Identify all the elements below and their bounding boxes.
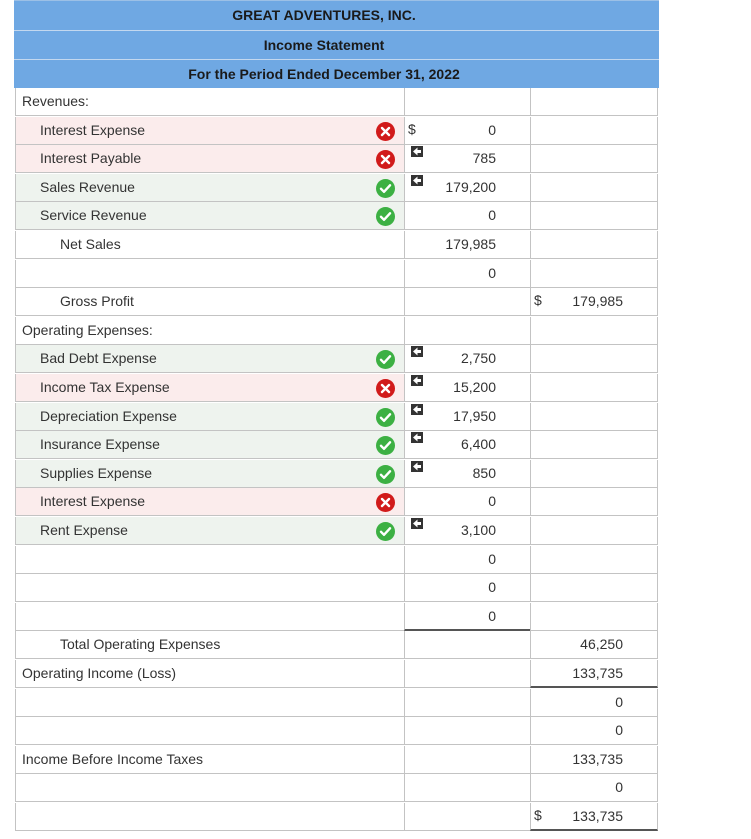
table-row: [15, 145, 658, 173]
table-row: [15, 717, 658, 745]
amount-cell[interactable]: [404, 374, 530, 402]
total-value: 179,985: [572, 293, 623, 310]
table-row: [15, 88, 658, 116]
account-cell: [15, 88, 404, 116]
account-cell: [15, 288, 404, 316]
total-cell[interactable]: [530, 117, 658, 145]
total-cell[interactable]: [530, 631, 658, 659]
carry-arrow-icon[interactable]: [411, 404, 423, 415]
carry-arrow-icon[interactable]: [411, 346, 423, 357]
statement-title: Income Statement: [263, 37, 385, 53]
amount-cell[interactable]: [404, 803, 530, 831]
account-cell[interactable]: [15, 546, 404, 574]
account-cell: [15, 317, 404, 345]
amount-cell[interactable]: [404, 403, 530, 431]
table-row: [15, 488, 658, 516]
statement-period: For the Period Ended December 31, 2022: [188, 66, 460, 82]
correct-check-icon: [376, 207, 395, 226]
incorrect-x-icon: [376, 122, 395, 141]
table-row: [15, 345, 658, 373]
statement-header: [14, 0, 659, 88]
table-row: [15, 517, 658, 545]
account-cell: [15, 660, 404, 688]
table-row: [15, 403, 658, 431]
table-row: [15, 260, 658, 288]
correct-check-icon: [376, 465, 395, 484]
account-label: Operating Expenses:: [22, 321, 153, 338]
account-cell[interactable]: [15, 517, 404, 545]
total-value: 133,735: [572, 750, 623, 767]
total-cell[interactable]: [530, 345, 658, 373]
table-row: [15, 546, 658, 574]
account-cell[interactable]: [15, 374, 404, 402]
amount-value: 17,950: [453, 407, 496, 424]
account-label: Interest Expense: [40, 121, 146, 138]
total-cell[interactable]: [530, 317, 658, 345]
incorrect-x-icon: [376, 150, 395, 169]
amount-value: 0: [488, 207, 496, 224]
amount-cell[interactable]: [404, 689, 530, 717]
table-row: [15, 117, 658, 145]
table-row: [15, 631, 658, 659]
amount-cell[interactable]: [404, 488, 530, 516]
amount-cell[interactable]: [404, 145, 530, 173]
account-cell[interactable]: [15, 431, 404, 459]
account-cell[interactable]: [15, 145, 404, 173]
total-cell[interactable]: [530, 431, 658, 459]
account-label: Revenues:: [22, 93, 89, 109]
account-label: Insurance Expense: [40, 436, 160, 453]
account-cell[interactable]: [15, 603, 404, 631]
amount-cell[interactable]: [404, 460, 530, 488]
company-name: GREAT ADVENTURES, INC.: [232, 7, 416, 23]
amount-cell[interactable]: [404, 746, 530, 774]
total-value: 133,735: [572, 665, 623, 681]
table-row: [15, 460, 658, 488]
total-cell[interactable]: [530, 488, 658, 516]
amount-value: 785: [472, 150, 496, 167]
incorrect-x-icon: [376, 379, 395, 398]
account-cell: [15, 231, 404, 259]
amount-cell[interactable]: [404, 117, 530, 145]
account-cell[interactable]: [15, 174, 404, 202]
account-cell[interactable]: [15, 345, 404, 373]
account-cell: [15, 631, 404, 659]
amount-cell[interactable]: [404, 288, 530, 316]
account-cell[interactable]: [15, 117, 404, 145]
amount-cell[interactable]: [404, 317, 530, 345]
total-cell[interactable]: [530, 145, 658, 173]
amount-value: 0: [488, 607, 496, 624]
amount-value: 3,100: [460, 522, 496, 538]
total-cell[interactable]: [530, 689, 658, 717]
total-cell[interactable]: [530, 746, 658, 774]
amount-cell[interactable]: [404, 431, 530, 459]
total-cell[interactable]: [530, 717, 658, 745]
account-cell[interactable]: [15, 260, 404, 288]
account-cell[interactable]: [15, 689, 404, 717]
amount-value: 0: [488, 121, 496, 138]
table-row: [15, 660, 658, 688]
account-label: Depreciation Expense: [40, 407, 177, 424]
amount-value: 0: [488, 264, 496, 281]
amount-value: 179,200: [445, 178, 496, 195]
table-row: [15, 746, 658, 774]
amount-value: 0: [488, 579, 496, 596]
account-label: Net Sales: [60, 236, 121, 252]
account-cell[interactable]: [15, 574, 404, 602]
total-value: 133,735: [572, 808, 623, 824]
account-cell[interactable]: [15, 403, 404, 431]
total-cell[interactable]: [530, 88, 658, 116]
account-label: Gross Profit: [60, 293, 134, 310]
account-cell[interactable]: [15, 717, 404, 745]
account-label: Income Before Income Taxes: [22, 750, 204, 767]
total-cell[interactable]: [530, 660, 658, 688]
account-cell[interactable]: [15, 460, 404, 488]
amount-cell[interactable]: [404, 717, 530, 745]
total-cell[interactable]: [530, 288, 658, 316]
total-cell[interactable]: [530, 174, 658, 202]
total-value: 0: [615, 779, 623, 796]
carry-arrow-icon[interactable]: [411, 375, 423, 386]
amount-cell[interactable]: [404, 174, 530, 202]
correct-check-icon: [376, 179, 395, 198]
table-row: [15, 174, 658, 202]
amount-value: 6,400: [460, 436, 496, 453]
total-cell[interactable]: [530, 603, 658, 631]
table-row: [15, 431, 658, 459]
correct-check-icon: [376, 350, 395, 369]
total-cell[interactable]: [530, 574, 658, 602]
account-cell[interactable]: [15, 774, 404, 802]
dollar-sign: $: [408, 120, 416, 137]
total-cell[interactable]: [530, 260, 658, 288]
account-label: Rent Expense: [40, 522, 128, 538]
total-cell[interactable]: [530, 517, 658, 545]
amount-value: 850: [472, 464, 496, 481]
table-row: [15, 374, 658, 402]
table-row: [15, 574, 658, 602]
account-cell[interactable]: [15, 488, 404, 516]
amount-value: 2,750: [460, 350, 496, 367]
account-label: Service Revenue: [40, 207, 147, 224]
account-label: Supplies Expense: [40, 464, 153, 481]
carry-arrow-icon[interactable]: [411, 175, 423, 186]
account-label: Interest Expense: [40, 493, 146, 510]
amount-cell[interactable]: [404, 345, 530, 373]
carry-arrow-icon[interactable]: [411, 432, 423, 443]
account-cell: [15, 746, 404, 774]
amount-cell[interactable]: [404, 774, 530, 802]
amount-cell[interactable]: [404, 603, 530, 631]
amount-value: 0: [488, 493, 496, 510]
total-value: 0: [615, 722, 623, 739]
amount-value: 0: [488, 550, 496, 567]
table-row: [15, 803, 658, 831]
total-cell[interactable]: [530, 546, 658, 574]
amount-value: 179,985: [445, 236, 496, 252]
incorrect-x-icon: [376, 493, 395, 512]
total-cell[interactable]: [530, 460, 658, 488]
amount-cell[interactable]: [404, 631, 530, 659]
table-row: [15, 689, 658, 717]
total-value: 46,250: [580, 636, 623, 653]
correct-check-icon: [376, 408, 395, 427]
table-row: [15, 774, 658, 802]
amount-cell[interactable]: [404, 546, 530, 574]
carry-arrow-icon[interactable]: [411, 146, 423, 157]
amount-cell[interactable]: [404, 517, 530, 545]
dollar-sign: $: [534, 807, 542, 823]
table-row: [15, 202, 658, 230]
amount-cell[interactable]: [404, 660, 530, 688]
account-label: Operating Income (Loss): [22, 665, 177, 681]
total-value: 0: [615, 693, 623, 710]
amount-cell[interactable]: [404, 202, 530, 230]
total-cell[interactable]: [530, 374, 658, 402]
account-label: Interest Payable: [40, 150, 142, 167]
account-label: Bad Debt Expense: [40, 350, 157, 367]
account-label: Total Operating Expenses: [60, 636, 221, 653]
amount-cell[interactable]: [404, 260, 530, 288]
carry-arrow-icon[interactable]: [411, 518, 423, 529]
table-row: [15, 317, 658, 345]
total-cell[interactable]: [530, 774, 658, 802]
account-label: Income Tax Expense: [40, 379, 170, 395]
account-cell[interactable]: [15, 202, 404, 230]
dollar-sign: $: [534, 292, 542, 309]
account-cell[interactable]: [15, 803, 404, 831]
table-row: [15, 603, 658, 631]
table-row: [15, 288, 658, 316]
amount-cell[interactable]: [404, 88, 530, 116]
total-cell[interactable]: [530, 403, 658, 431]
table-row: [15, 231, 658, 259]
correct-check-icon: [376, 522, 395, 541]
total-cell[interactable]: [530, 202, 658, 230]
amount-cell[interactable]: [404, 231, 530, 259]
amount-cell[interactable]: [404, 574, 530, 602]
account-label: Sales Revenue: [40, 178, 135, 195]
carry-arrow-icon[interactable]: [411, 461, 423, 472]
total-cell[interactable]: [530, 803, 658, 831]
correct-check-icon: [376, 436, 395, 455]
total-cell[interactable]: [530, 231, 658, 259]
amount-value: 15,200: [453, 379, 496, 395]
